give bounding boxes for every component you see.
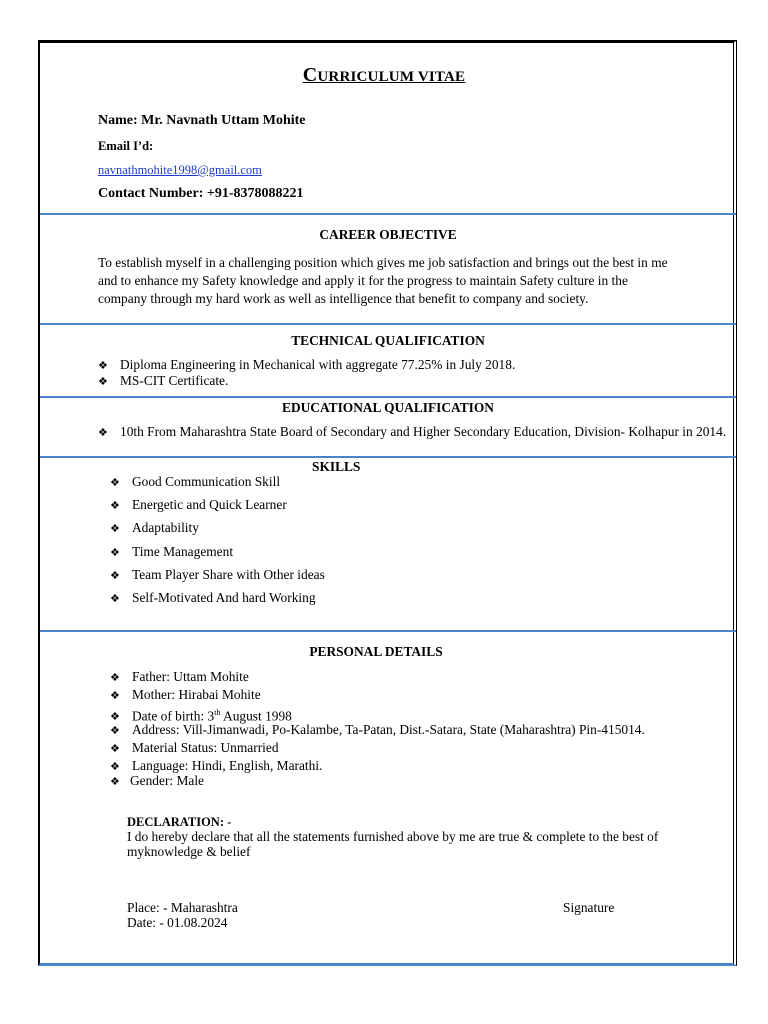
list-item: ❖ Language: Hindi, English, Marathi.	[110, 758, 323, 773]
bullet-icon: ❖	[110, 711, 120, 724]
career-line: To establish myself in a challenging position which gives me job satisfaction and brings out the best in me	[98, 255, 668, 270]
personal-details-heading: PERSONAL DETAILS	[309, 644, 443, 659]
list-item: ❖ Self-Motivated And hard Working	[110, 590, 316, 605]
bullet-icon: ❖	[110, 570, 120, 582]
career-objective-heading: CAREER OBJECTIVE	[319, 227, 457, 242]
section-divider	[40, 213, 736, 215]
name-line: Name: Mr. Navnath Uttam Mohite	[98, 113, 306, 128]
list-item: ❖ Father: Uttam Mohite	[110, 669, 249, 684]
section-divider	[40, 456, 736, 458]
list-item: ❖ Gender: Male	[110, 773, 204, 788]
list-item: ❖ Energetic and Quick Learner	[110, 497, 287, 512]
list-item: ❖ Material Status: Unmarried	[110, 740, 279, 755]
bullet-icon: ❖	[110, 523, 120, 535]
bullet-icon: ❖	[110, 547, 120, 559]
section-divider	[40, 630, 736, 632]
bullet-icon: ❖	[110, 725, 120, 737]
bullet-icon: ❖	[110, 672, 120, 684]
career-objective-text	[98, 254, 714, 308]
email-link[interactable]: navnathmohite1998@gmail.com	[98, 163, 262, 177]
list-item: ❖ Address: Vill-Jimanwadi, Po-Kalambe, Ta-Patan, Dist.-Satara, State (Maharashtra) Pin-415014.	[110, 722, 645, 737]
list-item: ❖ 10th From Maharashtra State Board of Secondary and Higher Secondary Education, Division- Kolhapur in 2014.	[98, 424, 727, 439]
email-label: Email I’d:	[98, 139, 154, 153]
contact-number: Contact Number: +91-8378088221	[98, 186, 304, 201]
bullet-icon: ❖	[110, 743, 120, 755]
bullet-icon: ❖	[110, 477, 120, 489]
signature-label: Signature	[563, 900, 615, 915]
bullet-icon: ❖	[110, 690, 120, 702]
declaration-line: myknowledge & belief	[127, 844, 251, 859]
place: Place: - Maharashtra	[127, 900, 238, 915]
section-divider	[40, 323, 736, 325]
date: Date: - 01.08.2024	[127, 915, 228, 930]
bullet-icon: ❖	[98, 427, 108, 439]
bullet-icon: ❖	[110, 593, 120, 605]
list-item: ❖ Date of birth: 3th August 1998	[110, 708, 292, 724]
list-item: ❖ Time Management	[110, 544, 234, 559]
declaration-line: I do hereby declare that all the statements furnished above by me are true & complete to the best of	[127, 829, 659, 844]
career-line: company through my hard work as well as intelligence that benefit to company and society.	[98, 291, 589, 306]
bullet-icon: ❖	[110, 500, 120, 512]
bullet-icon: ❖	[98, 376, 108, 388]
skills-heading: SKILLS	[312, 459, 361, 474]
educational-qualification-heading: EDUCATIONAL QUALIFICATION	[282, 400, 494, 415]
list-item: ❖ Adaptability	[110, 520, 199, 535]
career-line: and to enhance my Safety knowledge and apply it for the progress to maintain Safety culture in the	[98, 273, 628, 288]
bullet-icon: ❖	[98, 360, 108, 372]
list-item: ❖ Team Player Share with Other ideas	[110, 567, 325, 582]
bullet-icon: ❖	[110, 761, 120, 773]
section-divider	[40, 396, 736, 398]
list-item: ❖ Good Communication Skill	[110, 474, 281, 489]
list-item: ❖ Mother: Hirabai Mohite	[110, 687, 261, 702]
list-item: ❖ MS-CIT Certificate.	[98, 373, 229, 388]
bullet-icon: ❖	[110, 776, 120, 788]
document-title: CURRICULUM VITAE	[302, 64, 466, 86]
list-item: ❖ Diploma Engineering in Mechanical with aggregate 77.25% in July 2018.	[98, 357, 516, 372]
technical-qualification-heading: TECHNICAL QUALIFICATION	[291, 333, 485, 348]
declaration-heading: DECLARATION: -	[127, 815, 232, 829]
